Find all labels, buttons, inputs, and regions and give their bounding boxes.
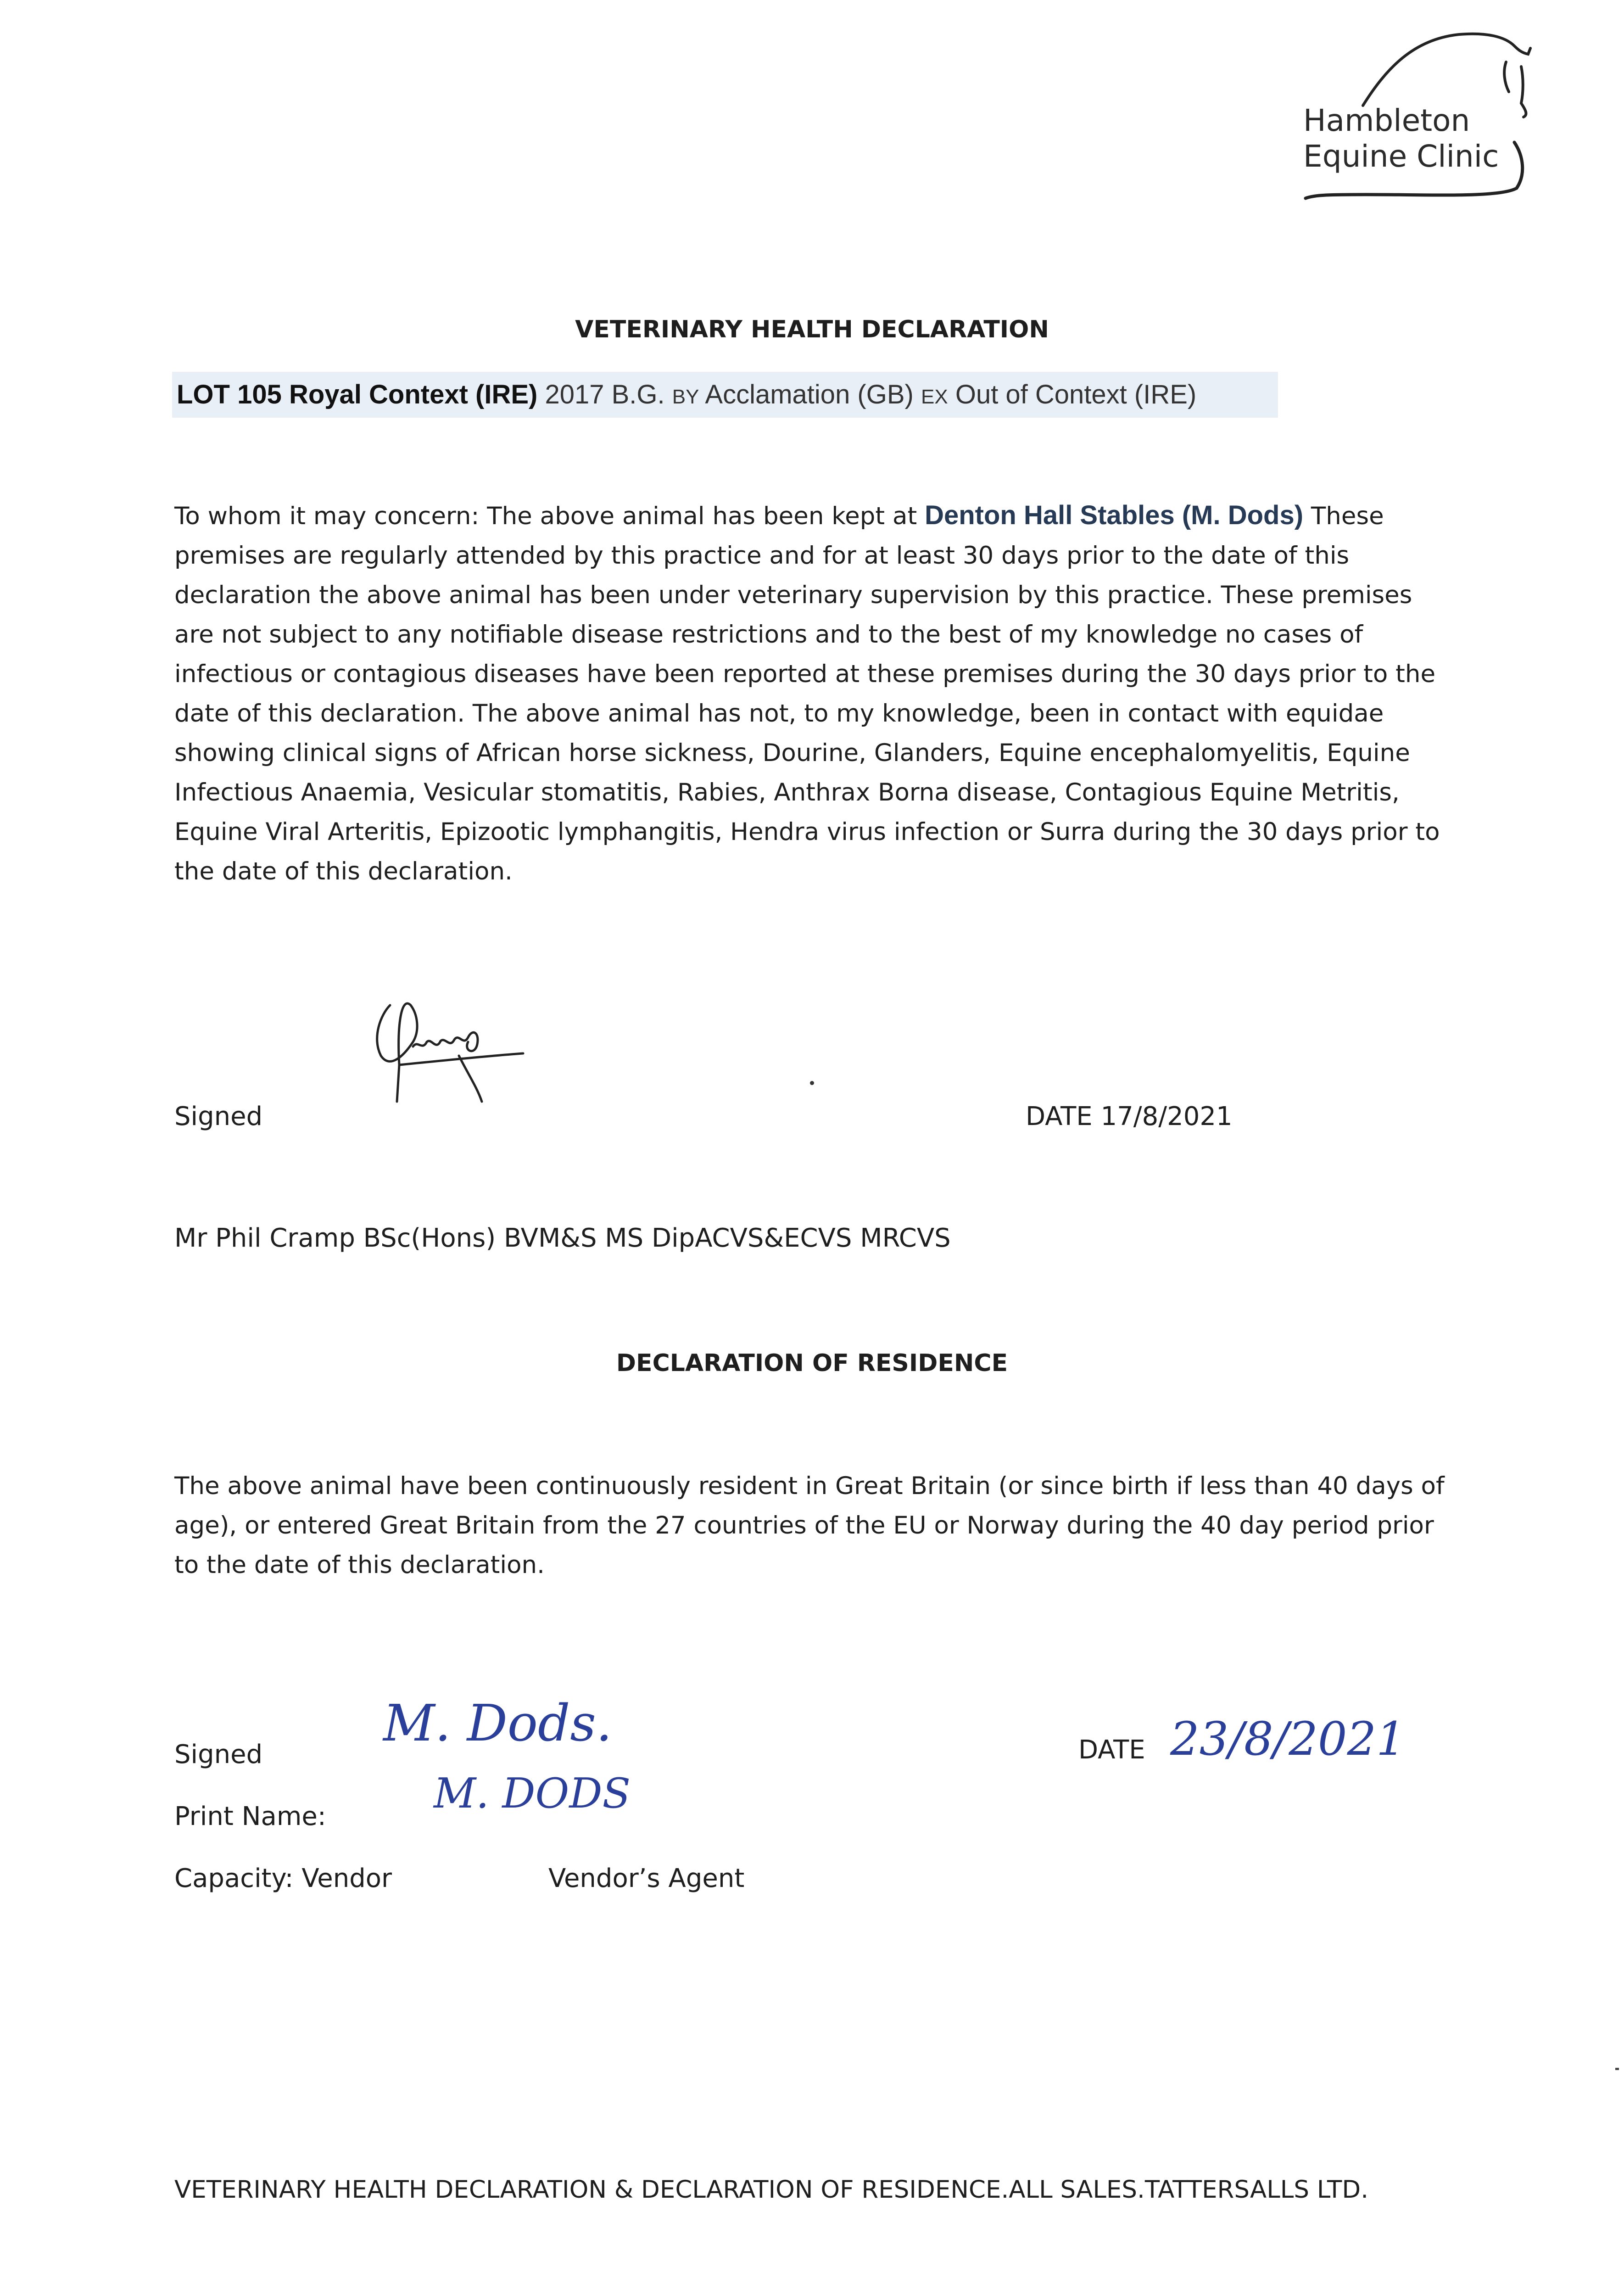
vendors-agent-label: Vendor’s Agent [548,1864,745,1893]
vet-signed-label: Signed [174,1102,263,1131]
health-declaration-body [174,496,1450,891]
page-footer: VETERINARY HEALTH DECLARATION & DECLARATION OF RESIDENCE.ALL SALES.TATTERSALLS LTD. [174,2176,1369,2204]
lot-number: LOT 105 [177,380,282,409]
residence-date-handwritten: 23/8/2021 [1170,1712,1406,1766]
print-name-label: Print Name: [174,1802,326,1831]
premises-name: Denton Hall Stables (M. Dods) [925,500,1304,530]
sire-name: Acclamation (GB) [705,380,914,409]
lot-line [172,372,1278,418]
residence-date-label: DATE [1078,1735,1145,1765]
logo-line-2: Equine Clinic [1303,139,1499,174]
vet-name: Mr Phil Cramp BSc(Hons) BVM&S MS DipACVS&ECVS MRCVS [174,1223,951,1253]
health-declaration-title: VETERINARY HEALTH DECLARATION [575,316,1049,343]
capacity-vendor-label: Capacity: Vendor [174,1864,392,1893]
scan-speck [810,1081,814,1085]
print-name-handwritten: M. DODS [434,1769,631,1818]
residence-signed-label: Signed [174,1740,263,1769]
vet-date: DATE 17/8/2021 [1026,1102,1233,1131]
residence-paragraph: The above animal have been continuously resident in Great Britain (or since birth if less than 40 days of age), or entered Great Britain from the 27 countries of the EU or Norway during the 40 day period prior to the date of this declaration. [174,1472,1445,1579]
clinic-logo [1267,18,1551,211]
ex-label: EX [921,386,948,408]
horse-name: Royal Context (IRE) [289,380,538,409]
vet-signature [353,987,546,1125]
horse-details: 2017 B.G. [545,380,665,409]
by-label: BY [672,386,699,408]
declaration-paragraph: These premises are regularly attended by this practice and for at least 30 days prior to the date of this declaration the above animal has been under veterinary supervision by this practice. These premises are not subject to any notifiable disease restrictions and to the best of my knowledge no cases of infectious or contagious diseases have been reported at these premises during the 30 days prior to the date of this declaration. The above animal has not, to my knowledge, been in contact with equidae showing clinical signs of African horse sickness, Dourine, Glanders, Equine encephalomyelitis, Equine Infectious Anaemia, Vesicular stomatitis, Rabies, Anthrax Borna disease, Contagious Equine Metritis, Equine Viral Arteritis, Epizootic lymphangitis, Hendra virus infection or Surra during the 30 days prior to the date of this declaration. [174,502,1440,885]
residence-declaration-title: DECLARATION OF RESIDENCE [616,1349,1008,1377]
scan-speck [1615,2068,1619,2070]
intro-text: To whom it may concern: The above animal has been kept at [174,502,917,530]
vendor-signature: M. Dods. [383,1694,612,1752]
dam-name: Out of Context (IRE) [955,380,1197,409]
logo-line-1: Hambleton [1303,103,1470,138]
